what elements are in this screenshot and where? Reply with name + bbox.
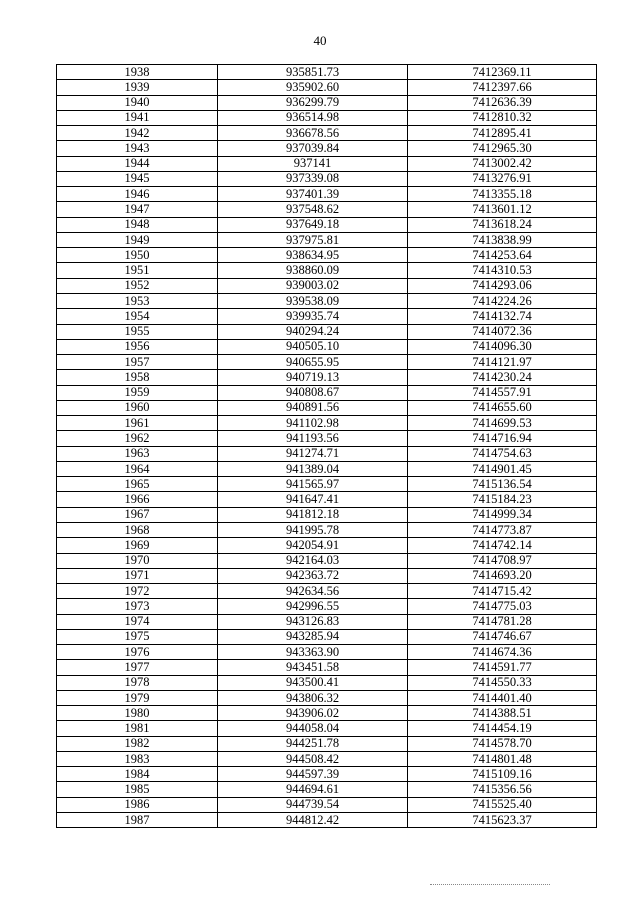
y-coordinate-cell: 7413618.24 — [408, 217, 597, 232]
point-number-cell: 1947 — [57, 202, 218, 217]
x-coordinate-cell: 936299.79 — [218, 95, 408, 110]
point-number-cell: 1976 — [57, 645, 218, 660]
x-coordinate-cell: 938634.95 — [218, 248, 408, 263]
y-coordinate-cell: 7414388.51 — [408, 706, 597, 721]
x-coordinate-cell: 940505.10 — [218, 339, 408, 354]
x-coordinate-cell: 944739.54 — [218, 797, 408, 812]
x-coordinate-cell: 940719.13 — [218, 370, 408, 385]
x-coordinate-cell: 944694.61 — [218, 782, 408, 797]
table-row — [57, 614, 597, 629]
table-row — [57, 461, 597, 476]
y-coordinate-cell: 7414801.48 — [408, 751, 597, 766]
x-coordinate-cell: 941812.18 — [218, 507, 408, 522]
y-coordinate-cell: 7414775.03 — [408, 599, 597, 614]
point-number-cell: 1958 — [57, 370, 218, 385]
x-coordinate-cell: 940655.95 — [218, 355, 408, 370]
x-coordinate-cell: 942363.72 — [218, 568, 408, 583]
y-coordinate-cell: 7414230.24 — [408, 370, 597, 385]
y-coordinate-cell: 7414072.36 — [408, 324, 597, 339]
table-row — [57, 232, 597, 247]
x-coordinate-cell: 937401.39 — [218, 187, 408, 202]
table-row — [57, 477, 597, 492]
point-number-cell: 1964 — [57, 461, 218, 476]
table-row — [57, 80, 597, 95]
coordinates-table — [56, 64, 597, 828]
table-row — [57, 507, 597, 522]
x-coordinate-cell: 944508.42 — [218, 751, 408, 766]
point-number-cell: 1969 — [57, 538, 218, 553]
y-coordinate-cell: 7413838.99 — [408, 232, 597, 247]
x-coordinate-cell: 941565.97 — [218, 477, 408, 492]
table-row — [57, 248, 597, 263]
y-coordinate-cell: 7414293.06 — [408, 278, 597, 293]
x-coordinate-cell: 937975.81 — [218, 232, 408, 247]
table-row — [57, 584, 597, 599]
x-coordinate-cell: 940891.56 — [218, 400, 408, 415]
x-coordinate-cell: 944058.04 — [218, 721, 408, 736]
x-coordinate-cell: 937039.84 — [218, 141, 408, 156]
y-coordinate-cell: 7414591.77 — [408, 660, 597, 675]
point-number-cell: 1950 — [57, 248, 218, 263]
point-number-cell: 1956 — [57, 339, 218, 354]
table-row — [57, 278, 597, 293]
point-number-cell: 1963 — [57, 446, 218, 461]
table-row — [57, 797, 597, 812]
y-coordinate-cell: 7412965.30 — [408, 141, 597, 156]
x-coordinate-cell: 939538.09 — [218, 293, 408, 308]
point-number-cell: 1960 — [57, 400, 218, 415]
point-number-cell: 1954 — [57, 309, 218, 324]
table-row — [57, 156, 597, 171]
x-coordinate-cell: 940294.24 — [218, 324, 408, 339]
x-coordinate-cell: 941995.78 — [218, 522, 408, 537]
point-number-cell: 1951 — [57, 263, 218, 278]
y-coordinate-cell: 7415356.56 — [408, 782, 597, 797]
x-coordinate-cell: 935902.60 — [218, 80, 408, 95]
x-coordinate-cell: 944597.39 — [218, 767, 408, 782]
point-number-cell: 1982 — [57, 736, 218, 751]
point-number-cell: 1943 — [57, 141, 218, 156]
table-row — [57, 141, 597, 156]
table-row — [57, 736, 597, 751]
table-row — [57, 370, 597, 385]
y-coordinate-cell: 7415525.40 — [408, 797, 597, 812]
table-row — [57, 263, 597, 278]
table-row — [57, 110, 597, 125]
y-coordinate-cell: 7415136.54 — [408, 477, 597, 492]
x-coordinate-cell: 936678.56 — [218, 126, 408, 141]
x-coordinate-cell: 943451.58 — [218, 660, 408, 675]
table-row — [57, 492, 597, 507]
y-coordinate-cell: 7414773.87 — [408, 522, 597, 537]
point-number-cell: 1973 — [57, 599, 218, 614]
point-number-cell: 1971 — [57, 568, 218, 583]
point-number-cell: 1977 — [57, 660, 218, 675]
table-row — [57, 95, 597, 110]
table-row — [57, 629, 597, 644]
x-coordinate-cell: 939003.02 — [218, 278, 408, 293]
point-number-cell: 1952 — [57, 278, 218, 293]
point-number-cell: 1938 — [57, 65, 218, 80]
point-number-cell: 1953 — [57, 293, 218, 308]
y-coordinate-cell: 7415109.16 — [408, 767, 597, 782]
point-number-cell: 1945 — [57, 171, 218, 186]
y-coordinate-cell: 7414132.74 — [408, 309, 597, 324]
point-number-cell: 1957 — [57, 355, 218, 370]
y-coordinate-cell: 7412369.11 — [408, 65, 597, 80]
point-number-cell: 1968 — [57, 522, 218, 537]
table-row — [57, 751, 597, 766]
table-row — [57, 813, 597, 828]
y-coordinate-cell: 7414121.97 — [408, 355, 597, 370]
x-coordinate-cell: 943906.02 — [218, 706, 408, 721]
table-row — [57, 599, 597, 614]
table-row — [57, 706, 597, 721]
point-number-cell: 1970 — [57, 553, 218, 568]
table-row — [57, 782, 597, 797]
point-number-cell: 1944 — [57, 156, 218, 171]
x-coordinate-cell: 942996.55 — [218, 599, 408, 614]
x-coordinate-cell: 941102.98 — [218, 416, 408, 431]
point-number-cell: 1942 — [57, 126, 218, 141]
x-coordinate-cell: 944812.42 — [218, 813, 408, 828]
table-row — [57, 293, 597, 308]
point-number-cell: 1959 — [57, 385, 218, 400]
y-coordinate-cell: 7414716.94 — [408, 431, 597, 446]
y-coordinate-cell: 7413002.42 — [408, 156, 597, 171]
point-number-cell: 1981 — [57, 721, 218, 736]
x-coordinate-cell: 938860.09 — [218, 263, 408, 278]
x-coordinate-cell: 943806.32 — [218, 690, 408, 705]
y-coordinate-cell: 7412810.32 — [408, 110, 597, 125]
x-coordinate-cell: 941193.56 — [218, 431, 408, 446]
table-row — [57, 416, 597, 431]
y-coordinate-cell: 7415623.37 — [408, 813, 597, 828]
y-coordinate-cell: 7413355.18 — [408, 187, 597, 202]
point-number-cell: 1983 — [57, 751, 218, 766]
table-row — [57, 446, 597, 461]
table-row — [57, 538, 597, 553]
point-number-cell: 1955 — [57, 324, 218, 339]
point-number-cell: 1946 — [57, 187, 218, 202]
table-row — [57, 309, 597, 324]
point-number-cell: 1979 — [57, 690, 218, 705]
table-row — [57, 568, 597, 583]
y-coordinate-cell: 7414401.40 — [408, 690, 597, 705]
x-coordinate-cell: 942164.03 — [218, 553, 408, 568]
point-number-cell: 1948 — [57, 217, 218, 232]
point-number-cell: 1941 — [57, 110, 218, 125]
y-coordinate-cell: 7412636.39 — [408, 95, 597, 110]
scan-artifact-line — [430, 884, 550, 886]
table-row — [57, 187, 597, 202]
y-coordinate-cell: 7413601.12 — [408, 202, 597, 217]
table-row — [57, 65, 597, 80]
y-coordinate-cell: 7414742.14 — [408, 538, 597, 553]
x-coordinate-cell: 935851.73 — [218, 65, 408, 80]
x-coordinate-cell: 944251.78 — [218, 736, 408, 751]
y-coordinate-cell: 7414674.36 — [408, 645, 597, 660]
y-coordinate-cell: 7414999.34 — [408, 507, 597, 522]
y-coordinate-cell: 7414253.64 — [408, 248, 597, 263]
table-row — [57, 553, 597, 568]
x-coordinate-cell: 936514.98 — [218, 110, 408, 125]
y-coordinate-cell: 7413276.91 — [408, 171, 597, 186]
y-coordinate-cell: 7414781.28 — [408, 614, 597, 629]
y-coordinate-cell: 7412397.66 — [408, 80, 597, 95]
point-number-cell: 1978 — [57, 675, 218, 690]
table-row — [57, 126, 597, 141]
point-number-cell: 1966 — [57, 492, 218, 507]
x-coordinate-cell: 943500.41 — [218, 675, 408, 690]
x-coordinate-cell: 941274.71 — [218, 446, 408, 461]
y-coordinate-cell: 7414693.20 — [408, 568, 597, 583]
point-number-cell: 1975 — [57, 629, 218, 644]
point-number-cell: 1984 — [57, 767, 218, 782]
x-coordinate-cell: 937141 — [218, 156, 408, 171]
table-row — [57, 324, 597, 339]
y-coordinate-cell: 7412895.41 — [408, 126, 597, 141]
point-number-cell: 1967 — [57, 507, 218, 522]
point-number-cell: 1949 — [57, 232, 218, 247]
x-coordinate-cell: 937548.62 — [218, 202, 408, 217]
y-coordinate-cell: 7414550.33 — [408, 675, 597, 690]
page-number: 40 — [313, 33, 327, 48]
y-coordinate-cell: 7414578.70 — [408, 736, 597, 751]
y-coordinate-cell: 7415184.23 — [408, 492, 597, 507]
point-number-cell: 1974 — [57, 614, 218, 629]
table-row — [57, 767, 597, 782]
point-number-cell: 1940 — [57, 95, 218, 110]
x-coordinate-cell: 937339.08 — [218, 171, 408, 186]
point-number-cell: 1961 — [57, 416, 218, 431]
x-coordinate-cell: 941647.41 — [218, 492, 408, 507]
y-coordinate-cell: 7414557.91 — [408, 385, 597, 400]
point-number-cell: 1986 — [57, 797, 218, 812]
point-number-cell: 1965 — [57, 477, 218, 492]
y-coordinate-cell: 7414096.30 — [408, 339, 597, 354]
y-coordinate-cell: 7414754.63 — [408, 446, 597, 461]
table-row — [57, 660, 597, 675]
table-row — [57, 721, 597, 736]
table-row — [57, 675, 597, 690]
x-coordinate-cell: 942634.56 — [218, 584, 408, 599]
point-number-cell: 1987 — [57, 813, 218, 828]
x-coordinate-cell: 942054.91 — [218, 538, 408, 553]
point-number-cell: 1985 — [57, 782, 218, 797]
table-row — [57, 355, 597, 370]
table-row — [57, 645, 597, 660]
table-row — [57, 522, 597, 537]
point-number-cell: 1980 — [57, 706, 218, 721]
y-coordinate-cell: 7414708.97 — [408, 553, 597, 568]
x-coordinate-cell: 943126.83 — [218, 614, 408, 629]
coordinates-table-body — [57, 65, 597, 828]
y-coordinate-cell: 7414746.67 — [408, 629, 597, 644]
table-row — [57, 217, 597, 232]
y-coordinate-cell: 7414901.45 — [408, 461, 597, 476]
table-row — [57, 400, 597, 415]
x-coordinate-cell: 943285.94 — [218, 629, 408, 644]
point-number-cell: 1972 — [57, 584, 218, 599]
table-row — [57, 202, 597, 217]
x-coordinate-cell: 939935.74 — [218, 309, 408, 324]
table-row — [57, 171, 597, 186]
table-row — [57, 431, 597, 446]
x-coordinate-cell: 940808.67 — [218, 385, 408, 400]
table-row — [57, 385, 597, 400]
table-row — [57, 690, 597, 705]
y-coordinate-cell: 7414310.53 — [408, 263, 597, 278]
y-coordinate-cell: 7414454.19 — [408, 721, 597, 736]
point-number-cell: 1939 — [57, 80, 218, 95]
y-coordinate-cell: 7414699.53 — [408, 416, 597, 431]
x-coordinate-cell: 941389.04 — [218, 461, 408, 476]
x-coordinate-cell: 937649.18 — [218, 217, 408, 232]
y-coordinate-cell: 7414715.42 — [408, 584, 597, 599]
table-row — [57, 339, 597, 354]
point-number-cell: 1962 — [57, 431, 218, 446]
x-coordinate-cell: 943363.90 — [218, 645, 408, 660]
y-coordinate-cell: 7414655.60 — [408, 400, 597, 415]
y-coordinate-cell: 7414224.26 — [408, 293, 597, 308]
